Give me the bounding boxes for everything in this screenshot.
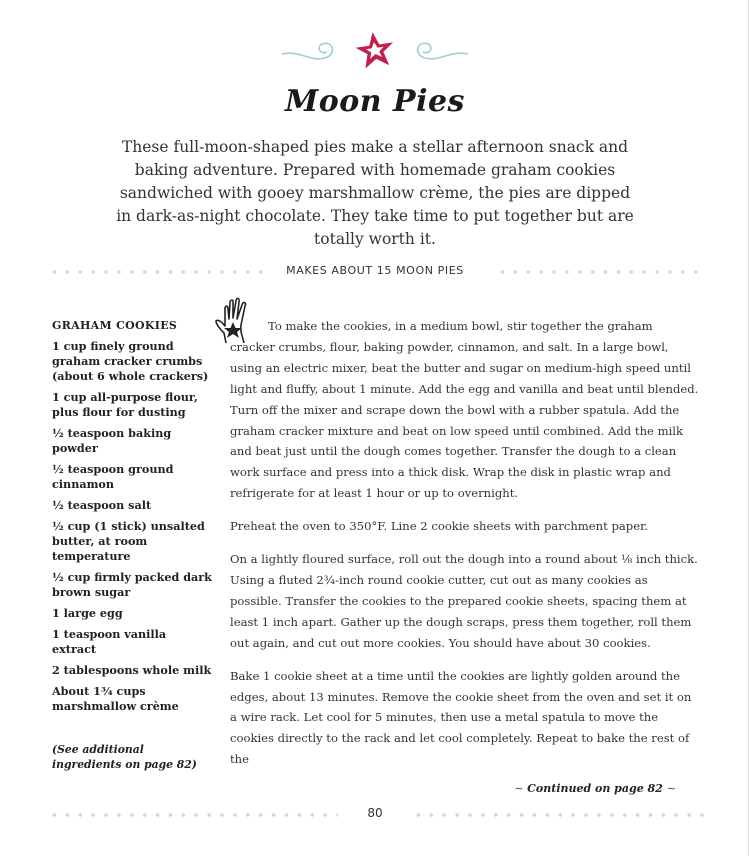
left-swirl-icon [282,43,332,59]
ingredient-item: ½ cup (1 stick) unsalted butter, at room temperature [52,519,205,563]
ingredient-list [52,318,212,772]
ingredient-item: 1 cup finely ground graham cracker crumbs (about 6 whole crackers) [52,339,209,383]
ingredient-item: 1 large egg [52,606,123,620]
ingredient-item: 2 tablespoons whole milk [52,663,212,677]
right-swirl-icon [418,43,468,59]
ingredient-item: 1 teaspoon vanilla extract [52,627,167,656]
ingredient-item: ½ teaspoon baking powder [52,426,172,455]
footer-dot-divider-right [412,812,704,818]
ingredient-item: 1 cup all-purpose flour, plus flour for dusting [52,390,198,419]
continued-label: Continued on page 82 [527,782,663,795]
ingredient-item: ½ teaspoon ground cinnamon [52,462,174,491]
method-step: Bake 1 cookie sheet at a time until the cookies are lightly golden around the edges, about 13 minutes. Remove the cookie sheet from the oven and set it on a wire rack. Let cool for 5 minutes, then use a metal spatula to move the cookies directly to the rack and let cool completely. Repeat to bake the rest of the [230,668,692,767]
method-step: Preheat the oven to 350°F. Line 2 cookie sheets with parchment paper. [230,519,649,534]
method-step: To make the cookies, in a medium bowl, stir together the graham cracker crumbs, flour, baking powder, cinnamon, and salt. In a large bowl, using an electric mixer, beat the butter and sugar on medium-high speed until light and fluffy, about 1 minute. Add the egg and vanilla and beat until blended. Turn off the mixer and scrape down the bowl with a rubber spatula. Add the graham cracker mixture and beat on low speed until combined. Add the milk and beat just until the dough comes together. Transfer the dough to a clean work surface and press into a thick disk. Wrap the disk in plastic wrap and refrigerate for at least 1 hour or up to overnight. [230,319,699,501]
tilde-left-icon: ∼ [514,782,524,795]
continued-note[interactable] [510,782,680,795]
recipe-method [230,316,700,782]
tilde-right-icon: ∼ [666,782,676,795]
recipe-yield: MAKES ABOUT 15 MOON PIES [286,264,464,277]
dot-divider-right [496,269,704,275]
additional-ingredients-note: (See additional ingredients on page 82) [52,743,197,771]
recipe-intro: These full-moon-shaped pies make a stellar afternoon snack and baking adventure. Prepared with homemade graham cookies sandwiched with gooey marshmallow crème, the pies are dipped in dark-as-night chocolate. They take time to put together but are totally worth it. [116,138,634,248]
star-swirl-ornament [280,28,470,74]
ingredient-item: ½ cup firmly packed dark brown sugar [52,570,212,599]
recipe-title: Moon Pies [285,84,465,119]
ingredient-item: ½ teaspoon salt [52,498,152,512]
footer-dot-divider-left [48,812,338,818]
page-edge [748,0,749,856]
ingredient-item: About 1¾ cups marshmallow crème [52,684,179,713]
method-step: On a lightly floured surface, roll out the dough into a round about ⅛ inch thick. Using a fluted 2¾-inch round cookie cutter, cut out as many cookies as possible. Transfer the cookies to the prepared cookie sheets, spacing them at least 1 inch apart. Gather up the dough scraps, press them together, roll them out again, and cut out more cookies. You should have about 30 cookies. [230,552,698,650]
page-number: 80 [367,806,383,820]
dot-divider-left [48,269,266,275]
ingredient-heading: GRAHAM COOKIES [52,319,178,332]
